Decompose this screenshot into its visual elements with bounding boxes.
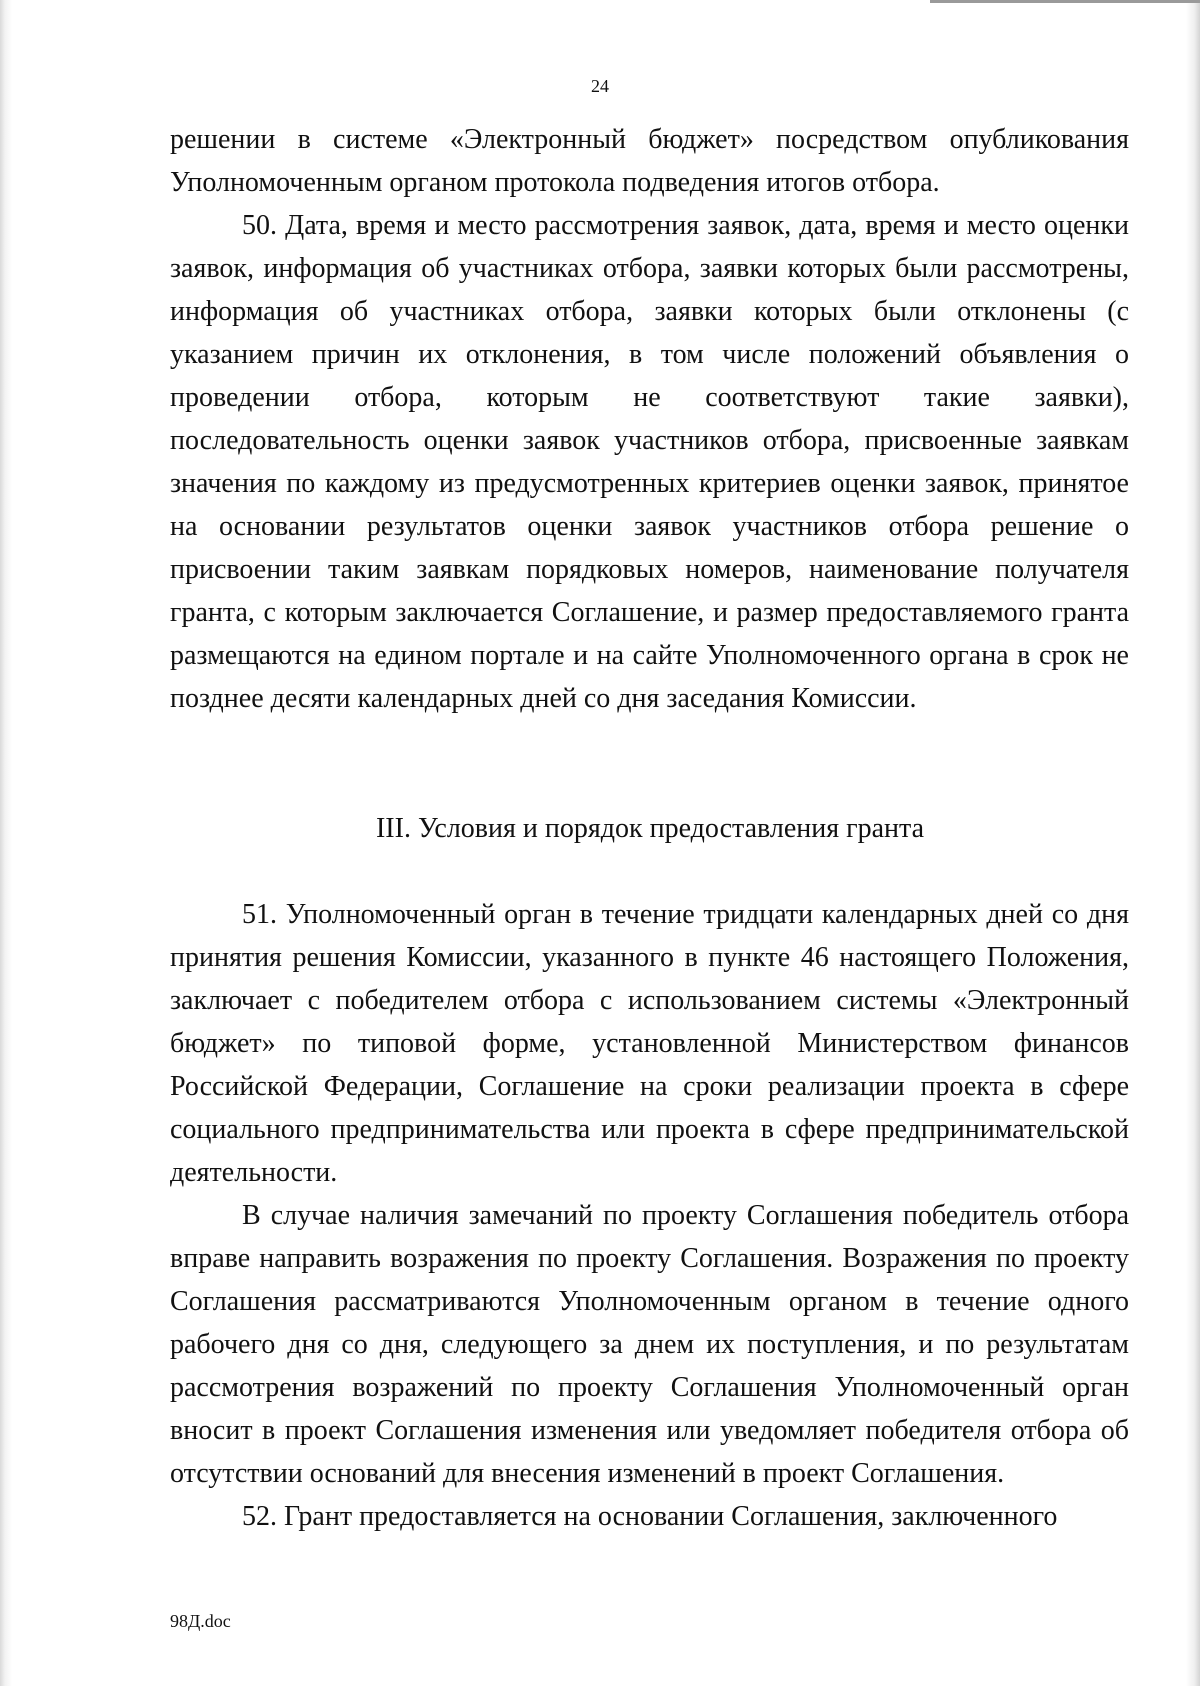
page-number: 24 bbox=[591, 76, 609, 96]
paragraph-51: 51. Уполномоченный орган в течение тридцати календарных дней со дня принятия решения Комиссии, указанного в пункте 46 настоящего Положения, заключает с победителем отбора с использованием системы «Электронный бюджет» по типовой форме, установленной Министерством финансов Российской Федерации, Соглашение на сроки реализации проекта в сфере социального предпринимательства или проекта в сфере предпринимательской деятельности. bbox=[170, 899, 1129, 1188]
text-block-top bbox=[170, 118, 1129, 720]
footer-filename: 98Д.doc bbox=[170, 1611, 231, 1631]
section-heading: III. Условия и порядок предоставления гранта bbox=[375, 813, 925, 844]
scan-edge-top bbox=[930, 0, 1200, 3]
paragraph-continuation: решении в системе «Электронный бюджет» посредством опубликования Уполномоченным органом протокола подведения итогов отбора. bbox=[170, 124, 1129, 198]
paragraph-50: 50. Дата, время и место рассмотрения заявок, дата, время и место оценки заявок, информация об участниках отбора, заявки которых были рассмотрены, информация об участниках отбора, заявки которых были отклонены (с указанием причин их отклонения, в том числе положений объявления о проведении отбора, которым не соответствуют такие заявки), последовательность оценки заявок участников отбора, присвоенные заявкам значения по каждому из предусмотренных критериев оценки заявок, принятое на основании результатов оценки заявок участников отбора решение о присвоении таким заявкам порядковых номеров, наименование получателя гранта, с которым заключается Соглашение, и размер предоставляемого гранта размещаются на едином портале и на сайте Уполномоченного органа в срок не позднее десяти календарных дней со дня заседания Комиссии. bbox=[170, 210, 1129, 714]
paragraph-objections: В случае наличия замечаний по проекту Соглашения победитель отбора вправе направить возражения по проекту Соглашения. Возражения по проекту Соглашения рассматриваются Уполномоченным органом в течение одного рабочего дня со дня, следующего за днем их поступления, и по результатам рассмотрения возражений по проекту Соглашения Уполномоченный орган вносит в проект Соглашения изменения или уведомляет победителя отбора об отсутствии оснований для внесения изменений в проект Соглашения. bbox=[170, 1200, 1129, 1489]
text-block-bottom bbox=[170, 893, 1129, 1538]
paragraph-52: 52. Грант предоставляется на основании Соглашения, заключенного bbox=[242, 1501, 1058, 1532]
